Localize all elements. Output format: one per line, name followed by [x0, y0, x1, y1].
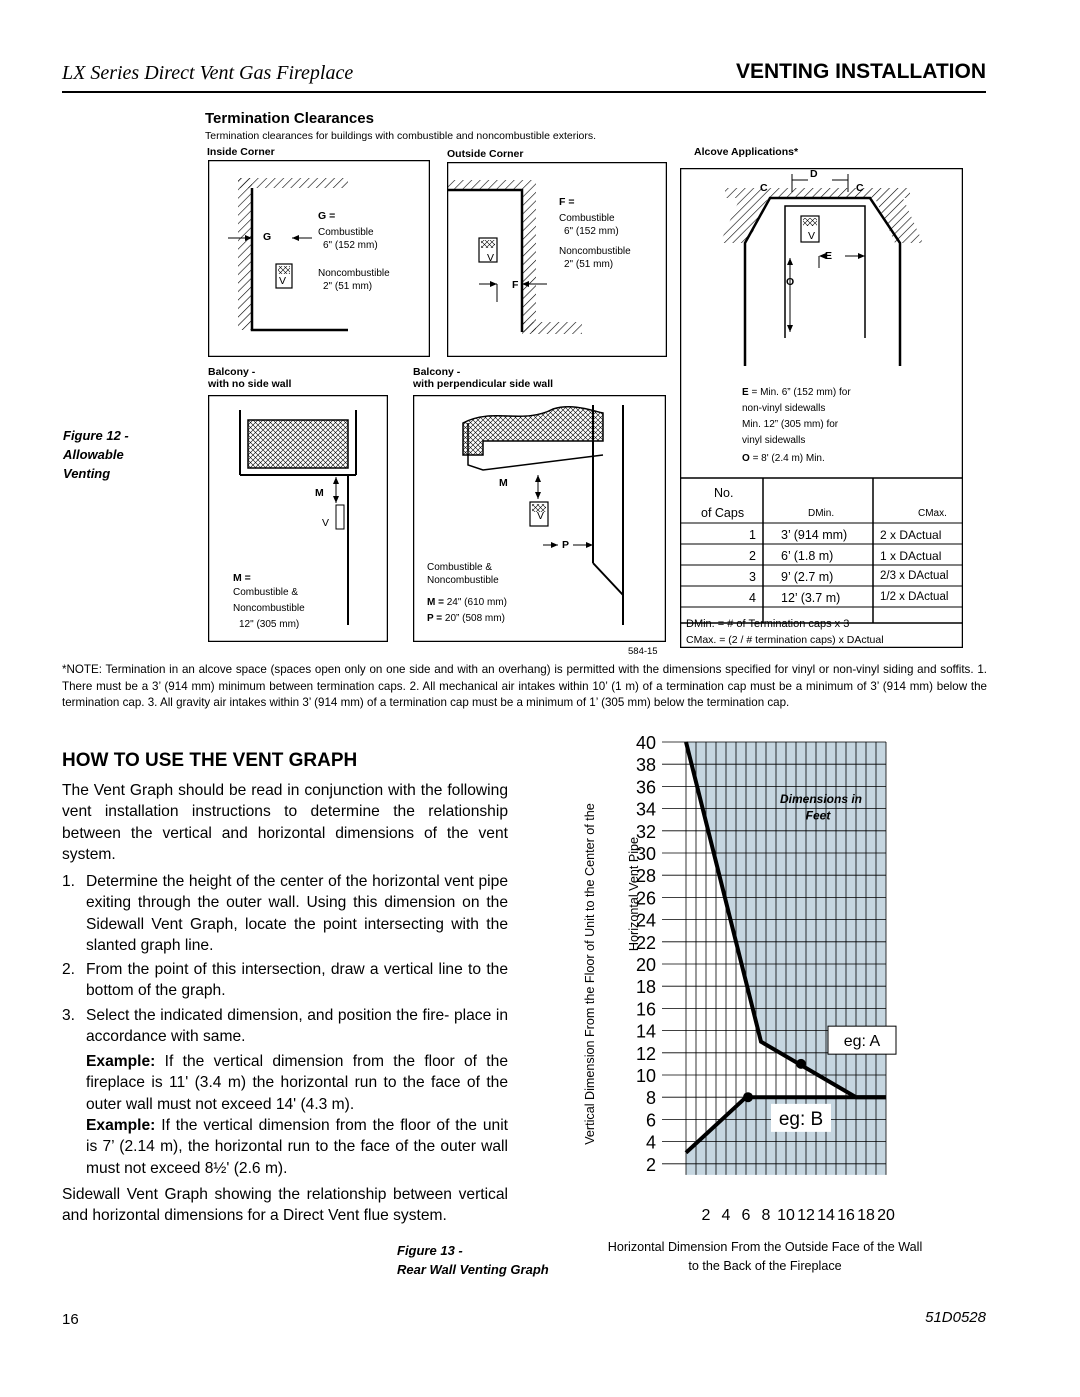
balcony2-line2: Noncombustible [427, 575, 499, 586]
x-tick-label: 20 [877, 1207, 895, 1224]
caps-row2-no: 2 [749, 549, 756, 563]
balcony2-p: P [562, 539, 570, 551]
figure12-line3: Venting [63, 466, 111, 481]
caps-row4-dmin: 12’ (3.7 m) [781, 591, 841, 605]
example-2-label: Example: [86, 1117, 156, 1134]
x-tick-label: 16 [837, 1207, 855, 1224]
vent-graph-chart [540, 730, 980, 1230]
balcony1-m: M [315, 487, 324, 499]
caps-header-caps: of Caps [701, 506, 745, 520]
header-rule [62, 91, 986, 93]
caps-row3-no: 3 [749, 570, 756, 584]
inside-g-letter: G [263, 231, 272, 243]
example-2-text: If the vertical dimension from the floor of the unit is 7’ (2.14 m), the horizontal run to the face of the outer wall must not exceed 8½' (2.6 m). [86, 1117, 508, 1177]
outside-comb-val: 6" (152 mm) [564, 226, 619, 237]
step-2: 2. From the point of this intersection, draw a vertical line to the bottom of the graph. [62, 959, 508, 1002]
outside-noncombustible: Noncombustible [559, 246, 631, 257]
y-tick-label: 36 [635, 777, 656, 798]
balcony2-m: M [499, 477, 508, 489]
step-2-text: From the point of this intersection, draw a vertical line to the bottom of the graph. [86, 961, 508, 1000]
dimensions-label-2: Feet [805, 808, 831, 823]
inside-noncomb-val: 2" (51 mm) [323, 281, 373, 292]
step-1-text: Determine the height of the center of the horizontal vent pipe exiting through the outer wall. Using this dimension on the Sidewall Vent Graph, locate the point intersecting with the slanted graph line. [86, 873, 508, 954]
x-tick-label: 14 [817, 1207, 835, 1224]
y-tick-label: 10 [635, 1066, 656, 1086]
y-tick-label: 34 [635, 799, 656, 820]
alcove-note: *NOTE: Termination in an alcove space (spaces open only on one side and with an overhang) is permitted with the dimensions specified for vinyl or non-vinyl siding and soffits. 1. There must be a 3’ (914 mm) minimum between termination caps. 2. All mechanical air intakes within 10’ (1 m) of a termination cap must be a minimum of 3’ (914 mm) below the termination cap. 3. All gravity air intakes within 3’ (914 mm) of a termination cap must be a minimum of 1’ (305 mm) below the termination cap. [62, 663, 987, 709]
example-1-label: Example: [86, 1053, 156, 1070]
caps-header-no: No. [714, 486, 734, 500]
outside-noncomb-val: 2" (51 mm) [564, 259, 614, 270]
dimensions-label: Dimensions in [779, 792, 863, 807]
figure12-line2: Allowable [63, 447, 124, 462]
balcony2-p-val: 20” (508 mm) [444, 613, 505, 624]
alcove-note-e3: Min. 12” (305 mm) for [742, 419, 839, 430]
y-tick-label: 38 [635, 755, 656, 776]
example-point-2 [743, 1092, 753, 1102]
termination-title: Termination Clearances [205, 110, 374, 127]
inside-g-eq: G = [318, 210, 336, 222]
y-tick-label: 30 [635, 844, 656, 864]
y-tick-label: 14 [635, 1021, 656, 1042]
balcony1-line1: Combustible & [233, 587, 299, 598]
example-a-label: eg: A [843, 1033, 881, 1051]
balcony2-p-label: P = [427, 613, 443, 624]
caps-header-cmax: CMax. [918, 508, 947, 519]
y-tick-label: 32 [635, 821, 656, 842]
caps-note-1: DMin. = # of Termination caps x 3 [686, 618, 850, 630]
inside-combustible: Combustible [318, 227, 374, 238]
y-tick-label: 6 [645, 1110, 656, 1131]
x-tick-label: 18 [857, 1207, 875, 1224]
balcony2-m-label: M = [427, 597, 444, 608]
drawing-code: 584-15 [628, 646, 658, 657]
x-tick-label: 8 [761, 1207, 771, 1224]
caps-header-dmin: DMin. [808, 508, 835, 519]
outside-f-eq: F = [559, 196, 575, 208]
y-tick-label: 16 [635, 999, 656, 1020]
outside-combustible: Combustible [559, 213, 615, 224]
page-number: 16 [62, 1311, 79, 1328]
balcony1-line2: Noncombustible [233, 603, 305, 614]
vent-graph-heading: HOW TO USE THE VENT GRAPH [62, 750, 358, 771]
step-1: 1. Determine the height of the center of the horizontal vent pipe exiting through the outer wall. Using this dimension on the Sidewall Vent Graph, locate the point intersecting with the slanted graph line. [62, 871, 508, 956]
inside-corner-diagram [208, 160, 430, 357]
alcove-o: O [786, 276, 795, 288]
vent-graph-intro: The Vent Graph should be read in conjunction with the following vent installation instructions to determine the relationship between the vertical and horizontal dimensions of the vent system. [62, 782, 508, 863]
example-1 [86, 1051, 508, 1115]
alcove-c-right: C [856, 182, 864, 194]
x-tick-label: 12 [797, 1207, 815, 1224]
balcony2-m-val: 24" (610 mm) [446, 597, 507, 608]
balcony2-v: V [537, 510, 545, 522]
y-axis-label-1: Vertical Dimension From the Floor of Unit to the Center of the [583, 803, 597, 1145]
y-tick-label: 2 [645, 1154, 656, 1175]
closing-text: Sidewall Vent Graph showing the relationship between vertical and horizontal dimensions for a Direct Vent flue system. [62, 1186, 508, 1225]
caps-note-2: CMax. = (2 / # termination caps) x DActual [686, 634, 884, 646]
figure12-line1: Figure 12 - [63, 428, 129, 443]
alcove-note-e1: = Min. 6” (152 mm) for [751, 387, 851, 398]
balcony2-line1: Combustible & [427, 562, 493, 573]
figure13-label: Figure 13 - [397, 1243, 463, 1258]
outside-v-letter: V [487, 252, 495, 264]
alcove-d: D [810, 168, 818, 180]
step-3: 3. Select the indicated dimension, and position the fire- place in accordance with same. [62, 1005, 508, 1048]
x-tick-label: 6 [741, 1207, 751, 1224]
figure13-title: Rear Wall Venting Graph [397, 1262, 549, 1277]
alcove-v: V [808, 230, 816, 242]
inside-comb-val: 6" (152 mm) [323, 240, 378, 251]
x-tick-label: 10 [777, 1207, 795, 1224]
example-b-label: eg: B [778, 1108, 824, 1130]
outside-corner-label: Outside Corner [447, 148, 524, 160]
alcove-note-o-key: O [742, 453, 750, 464]
alcove-note-e2: non-vinyl sidewalls [742, 403, 826, 414]
inside-v-letter: V [279, 275, 287, 287]
alcove-note-e4: vinyl sidewalls [742, 435, 806, 446]
termination-subtitle: Termination clearances for buildings with combustible and noncombustible exteriors. [205, 130, 597, 142]
outside-corner-diagram [447, 162, 667, 357]
x-tick-label: 2 [701, 1207, 711, 1224]
balcony2-label2: with perpendicular side wall [413, 378, 554, 390]
alcove-label: Alcove Applications* [694, 146, 799, 158]
section-title: VENTING INSTALLATION [735, 60, 986, 83]
caps-row4-cmax: 1/2 x DActual [880, 591, 949, 603]
alcove-note-o: = 8' (2.4 m) Min. [752, 453, 825, 464]
y-tick-label: 8 [645, 1088, 656, 1109]
caps-row1-cmax: 2 x DActual [880, 528, 942, 542]
inside-corner-label: Inside Corner [207, 146, 275, 158]
balcony1-line3: 12" (305 mm) [239, 619, 300, 630]
alcove-e: E [825, 250, 833, 262]
balcony1-v: V [322, 517, 330, 529]
caps-row4-no: 4 [749, 591, 756, 605]
y-tick-label: 40 [635, 733, 656, 753]
x-tick-label: 4 [721, 1207, 731, 1224]
doc-number: 51D0528 [925, 1309, 986, 1326]
inside-noncombustible: Noncombustible [318, 268, 390, 279]
balcony1-m-eq: M = [233, 572, 251, 584]
caps-row3-dmin: 9’ (2.7 m) [781, 570, 834, 584]
y-tick-label: 18 [635, 977, 656, 998]
example-1-text: If the vertical dimension from the floor of the fireplace is 11' (3.4 m) the horizontal run to the face of the outer wall must not exceed 14' (4.3 m). [86, 1053, 508, 1113]
balcony2-label1: Balcony - [413, 366, 461, 378]
caps-row2-dmin: 6’ (1.8 m) [781, 549, 834, 563]
y-tick-label: 26 [635, 888, 656, 909]
balcony1-label1: Balcony - [208, 366, 256, 378]
alcove-c-left: C [760, 182, 768, 194]
y-tick-label: 24 [635, 910, 656, 931]
alcove-note-e-key: E [742, 387, 749, 398]
x-axis-label-1: Horizontal Dimension From the Outside Face of the Wall [607, 1240, 923, 1254]
example-point-1 [796, 1059, 806, 1069]
caps-row3-cmax: 2/3 x DActual [880, 570, 949, 582]
caps-row1-dmin: 3’ (914 mm) [781, 528, 848, 542]
step-3-text: Select the indicated dimension, and position the fire- place in accordance with same. [86, 1007, 508, 1046]
y-tick-label: 4 [645, 1132, 656, 1153]
caps-row2-cmax: 1 x DActual [880, 549, 942, 563]
y-tick-label: 22 [635, 932, 656, 953]
y-tick-label: 28 [635, 866, 656, 887]
example-2 [86, 1115, 508, 1179]
outside-f-letter: F [512, 279, 519, 291]
y-axis-label-2: Horizontal Vent Pipe [627, 836, 641, 952]
balcony1-label2: with no side wall [208, 378, 292, 390]
document-title: LX Series Direct Vent Gas Fireplace [62, 62, 354, 84]
caps-row1-no: 1 [749, 528, 756, 542]
x-axis-label-2: to the Back of the Fireplace [688, 1259, 842, 1273]
y-tick-label: 12 [635, 1043, 656, 1064]
y-tick-label: 20 [635, 955, 656, 975]
